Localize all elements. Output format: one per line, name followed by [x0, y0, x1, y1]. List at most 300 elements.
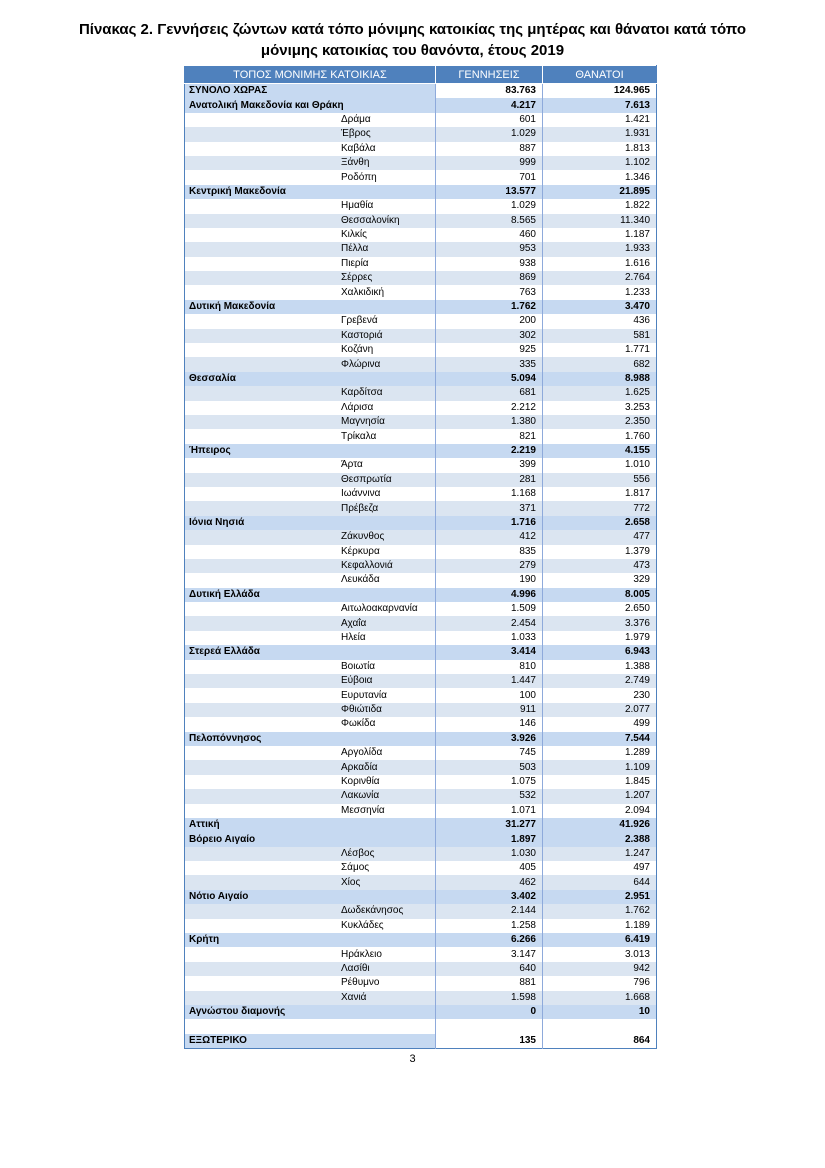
place-name-cell: [185, 789, 436, 803]
place-name-cell: [185, 199, 436, 213]
births-cell: 999: [436, 156, 543, 170]
births-cell: 5.094: [436, 372, 543, 386]
table-row: [185, 401, 657, 415]
place-name: Έβρος: [341, 128, 371, 140]
births-cell: 1.447: [436, 674, 543, 688]
births-cell: 869: [436, 271, 543, 285]
table-row: [185, 545, 657, 559]
place-name-cell: [185, 473, 436, 487]
page-number: 3: [409, 1053, 416, 1065]
table-row: [185, 214, 657, 228]
table-row: [185, 170, 657, 184]
region-row: [185, 890, 657, 904]
place-name: Μεσσηνία: [341, 804, 385, 816]
deaths-cell: 230: [543, 688, 657, 702]
place-name: Ρέθυμνο: [341, 977, 380, 989]
deaths-cell: 1.233: [543, 285, 657, 299]
births-cell: 1.030: [436, 847, 543, 861]
place-name: Γρεβενά: [341, 315, 378, 327]
births-cell: 503: [436, 760, 543, 774]
place-name-cell: [185, 962, 436, 976]
place-name-cell: [185, 487, 436, 501]
region-row: [185, 832, 657, 846]
place-name-cell: [185, 156, 436, 170]
region-row: [185, 185, 657, 199]
place-name: Λευκάδα: [341, 574, 380, 586]
deaths-cell: 1.189: [543, 919, 657, 933]
table-row: [185, 415, 657, 429]
deaths-cell: 1.010: [543, 458, 657, 472]
table-row: [185, 904, 657, 918]
place-name-cell: [185, 357, 436, 371]
place-name-cell: [185, 947, 436, 961]
deaths-cell: 1.102: [543, 156, 657, 170]
place-name: Κέρκυρα: [341, 545, 380, 557]
births-cell: 953: [436, 242, 543, 256]
births-cell: 810: [436, 660, 543, 674]
deaths-cell: 1.813: [543, 142, 657, 156]
births-cell: 4.217: [436, 98, 543, 112]
table-row: [185, 429, 657, 443]
deaths-cell: 1.187: [543, 228, 657, 242]
births-cell: 1.716: [436, 516, 543, 530]
births-cell: 335: [436, 357, 543, 371]
place-name-cell: [185, 559, 436, 573]
deaths-cell: 1.817: [543, 487, 657, 501]
blank-row: [185, 1019, 657, 1033]
table-row: [185, 530, 657, 544]
births-cell: 601: [436, 113, 543, 127]
births-cell: 135: [436, 1034, 543, 1049]
deaths-cell: 3.253: [543, 401, 657, 415]
place-name: Καβάλα: [341, 142, 376, 154]
place-name-cell: [185, 760, 436, 774]
births-cell: 532: [436, 789, 543, 803]
place-name-cell: [185, 804, 436, 818]
header-place: ΤΟΠΟΣ ΜΟΝΙΜΗΣ ΚΑΤΟΙΚΙΑΣ: [185, 66, 436, 84]
deaths-cell: 2.951: [543, 890, 657, 904]
place-name: Λέσβος: [341, 847, 375, 859]
deaths-cell: 772: [543, 501, 657, 515]
region-row: [185, 444, 657, 458]
place-name-cell: [185, 401, 436, 415]
table-row: [185, 573, 657, 587]
region-row: [185, 1005, 657, 1019]
place-name-cell: Ιόνια Νησιά: [185, 516, 436, 530]
deaths-cell: 7.544: [543, 732, 657, 746]
births-cell: 200: [436, 314, 543, 328]
births-cell: 887: [436, 142, 543, 156]
births-cell: 279: [436, 559, 543, 573]
table-row: [185, 473, 657, 487]
births-cell: 460: [436, 228, 543, 242]
deaths-cell: 3.376: [543, 616, 657, 630]
deaths-cell: 1.109: [543, 760, 657, 774]
births-cell: 763: [436, 285, 543, 299]
deaths-cell: 473: [543, 559, 657, 573]
deaths-cell: 942: [543, 962, 657, 976]
place-name: Σέρρες: [341, 272, 373, 284]
place-name-cell: [185, 861, 436, 875]
place-name: Χίος: [341, 876, 361, 888]
births-cell: 681: [436, 386, 543, 400]
total-row: [185, 84, 657, 99]
place-name-cell: [185, 429, 436, 443]
table-row: [185, 991, 657, 1005]
table-row: [185, 976, 657, 990]
births-cell: 281: [436, 473, 543, 487]
deaths-cell: 1.979: [543, 631, 657, 645]
region-row: [185, 732, 657, 746]
deaths-cell: 8.005: [543, 588, 657, 602]
births-cell: [436, 1019, 543, 1033]
deaths-cell: 41.926: [543, 818, 657, 832]
births-cell: 1.762: [436, 300, 543, 314]
table-row: [185, 271, 657, 285]
place-name-cell: [185, 170, 436, 184]
place-name-cell: [185, 1019, 436, 1033]
place-name-cell: [185, 545, 436, 559]
deaths-cell: 1.762: [543, 904, 657, 918]
deaths-cell: 2.077: [543, 703, 657, 717]
place-name-cell: [185, 386, 436, 400]
table-row: [185, 861, 657, 875]
place-name: Αχαΐα: [341, 617, 367, 629]
place-name-cell: [185, 919, 436, 933]
deaths-cell: 499: [543, 717, 657, 731]
place-name-cell: Ανατολική Μακεδονία και Θράκη: [185, 98, 436, 112]
deaths-cell: 1.388: [543, 660, 657, 674]
place-name-cell: [185, 875, 436, 889]
table-row: [185, 228, 657, 242]
place-name: Τρίκαλα: [341, 430, 377, 442]
place-name-cell: [185, 674, 436, 688]
place-name: Πέλλα: [341, 243, 369, 255]
births-cell: 911: [436, 703, 543, 717]
place-name: Αρκαδία: [341, 761, 378, 773]
births-cell: 1.071: [436, 804, 543, 818]
total-row: [185, 1034, 657, 1049]
place-name-cell: [185, 242, 436, 256]
births-cell: 1.168: [436, 487, 543, 501]
place-name-cell: [185, 688, 436, 702]
births-cell: 2.212: [436, 401, 543, 415]
place-name-cell: ΕΞΩΤΕΡΙΚΟ: [185, 1034, 436, 1049]
place-name: Φθιώτιδα: [341, 703, 382, 715]
births-cell: 4.996: [436, 588, 543, 602]
table-row: [185, 760, 657, 774]
deaths-cell: 1.207: [543, 789, 657, 803]
place-name-cell: [185, 343, 436, 357]
place-name-cell: [185, 717, 436, 731]
births-cell: 701: [436, 170, 543, 184]
births-cell: 3.414: [436, 645, 543, 659]
table-row: [185, 775, 657, 789]
births-cell: 640: [436, 962, 543, 976]
deaths-cell: 497: [543, 861, 657, 875]
place-name: Κυκλάδες: [341, 919, 384, 931]
births-cell: 3.402: [436, 890, 543, 904]
deaths-cell: 1.421: [543, 113, 657, 127]
births-cell: 1.029: [436, 199, 543, 213]
place-name-cell: Δυτική Μακεδονία: [185, 300, 436, 314]
place-name: Χαλκιδική: [341, 286, 385, 298]
place-name: Θεσπρωτία: [341, 473, 392, 485]
deaths-cell: 21.895: [543, 185, 657, 199]
place-name-cell: [185, 271, 436, 285]
region-row: [185, 588, 657, 602]
place-name-cell: Κρήτη: [185, 933, 436, 947]
births-cell: 462: [436, 875, 543, 889]
deaths-cell: 1.616: [543, 257, 657, 271]
table-row: [185, 199, 657, 213]
place-name-cell: [185, 257, 436, 271]
births-cell: 1.598: [436, 991, 543, 1005]
deaths-cell: 2.658: [543, 516, 657, 530]
place-name-cell: ΣΥΝΟΛΟ ΧΩΡΑΣ: [185, 84, 436, 99]
table-row: [185, 746, 657, 760]
place-name: Σάμος: [341, 862, 370, 874]
deaths-cell: 1.931: [543, 127, 657, 141]
births-cell: 1.029: [436, 127, 543, 141]
place-name: Ζάκυνθος: [341, 531, 385, 543]
place-name-cell: [185, 976, 436, 990]
deaths-cell: 1.771: [543, 343, 657, 357]
births-cell: 13.577: [436, 185, 543, 199]
deaths-cell: 2.764: [543, 271, 657, 285]
place-name: Κεφαλλονιά: [341, 560, 393, 572]
births-cell: 821: [436, 429, 543, 443]
place-name-cell: [185, 904, 436, 918]
births-cell: 371: [436, 501, 543, 515]
table-row: [185, 616, 657, 630]
deaths-cell: 6.419: [543, 933, 657, 947]
deaths-cell: 2.094: [543, 804, 657, 818]
deaths-cell: 477: [543, 530, 657, 544]
deaths-cell: 1.346: [543, 170, 657, 184]
deaths-cell: 8.988: [543, 372, 657, 386]
table-row: [185, 847, 657, 861]
births-cell: 146: [436, 717, 543, 731]
deaths-cell: 1.845: [543, 775, 657, 789]
deaths-cell: 644: [543, 875, 657, 889]
table-row: [185, 602, 657, 616]
place-name: Κιλκίς: [341, 229, 367, 241]
births-cell: 925: [436, 343, 543, 357]
place-name-cell: Ήπειρος: [185, 444, 436, 458]
deaths-cell: 864: [543, 1034, 657, 1049]
deaths-cell: 796: [543, 976, 657, 990]
region-row: [185, 98, 657, 112]
region-row: [185, 645, 657, 659]
place-name-cell: [185, 631, 436, 645]
place-name: Δράμα: [341, 113, 371, 125]
place-name-cell: [185, 458, 436, 472]
deaths-cell: 4.155: [543, 444, 657, 458]
deaths-cell: 2.749: [543, 674, 657, 688]
place-name-cell: [185, 285, 436, 299]
table-title: Πίνακας 2. Γεννήσεις ζώντων κατά τόπο μόνιμης κατοικίας της μητέρας και θάνατοι κατά τόπο μόνιμης κατοικίας του θανόντα, έτους 2019: [78, 21, 747, 59]
deaths-cell: 1.668: [543, 991, 657, 1005]
deaths-cell: 1.247: [543, 847, 657, 861]
place-name-cell: [185, 991, 436, 1005]
deaths-cell: 6.943: [543, 645, 657, 659]
deaths-cell: 1.822: [543, 199, 657, 213]
place-name-cell: [185, 746, 436, 760]
region-row: [185, 300, 657, 314]
place-name-cell: [185, 573, 436, 587]
table-row: [185, 458, 657, 472]
births-cell: 0: [436, 1005, 543, 1019]
table-row: [185, 343, 657, 357]
place-name: Εύβοια: [341, 675, 373, 687]
region-row: [185, 818, 657, 832]
deaths-cell: 2.388: [543, 832, 657, 846]
place-name: Ευρυτανία: [341, 689, 387, 701]
place-name-cell: [185, 329, 436, 343]
place-name-cell: Πελοπόννησος: [185, 732, 436, 746]
table-row: [185, 947, 657, 961]
deaths-cell: 11.340: [543, 214, 657, 228]
births-cell: 3.926: [436, 732, 543, 746]
deaths-cell: 2.650: [543, 602, 657, 616]
place-name: Κοζάνη: [341, 344, 374, 356]
births-cell: 31.277: [436, 818, 543, 832]
table-header-row: [185, 66, 657, 84]
births-cell: 405: [436, 861, 543, 875]
deaths-cell: 682: [543, 357, 657, 371]
table-row: [185, 156, 657, 170]
place-name-cell: Αγνώστου διαμονής: [185, 1005, 436, 1019]
births-cell: 1.897: [436, 832, 543, 846]
table-row: [185, 789, 657, 803]
place-name-cell: [185, 703, 436, 717]
table-row: [185, 487, 657, 501]
births-cell: 1.075: [436, 775, 543, 789]
births-cell: 412: [436, 530, 543, 544]
deaths-cell: 1.379: [543, 545, 657, 559]
place-name-cell: Δυτική Ελλάδα: [185, 588, 436, 602]
deaths-cell: [543, 1019, 657, 1033]
table-row: [185, 631, 657, 645]
place-name-cell: Στερεά Ελλάδα: [185, 645, 436, 659]
place-name-cell: [185, 501, 436, 515]
place-name: Φλώρινα: [341, 358, 381, 370]
births-cell: 1.033: [436, 631, 543, 645]
place-name: Λάρισα: [341, 401, 374, 413]
table-row: [185, 329, 657, 343]
place-name-cell: [185, 660, 436, 674]
table-row: [185, 660, 657, 674]
place-name-cell: Νότιο Αιγαίο: [185, 890, 436, 904]
place-name: Χανιά: [341, 991, 367, 1003]
place-name-cell: Κεντρική Μακεδονία: [185, 185, 436, 199]
place-name-cell: [185, 775, 436, 789]
births-cell: 2.144: [436, 904, 543, 918]
table-row: [185, 314, 657, 328]
region-row: [185, 372, 657, 386]
place-name-cell: Βόρειο Αιγαίο: [185, 832, 436, 846]
table-row: [185, 804, 657, 818]
deaths-cell: 436: [543, 314, 657, 328]
table-row: [185, 113, 657, 127]
deaths-cell: 3.013: [543, 947, 657, 961]
deaths-cell: 1.289: [543, 746, 657, 760]
deaths-cell: 124.965: [543, 84, 657, 99]
table-row: [185, 386, 657, 400]
births-cell: 745: [436, 746, 543, 760]
table-body: [185, 84, 657, 1049]
place-name-cell: [185, 142, 436, 156]
births-cell: 835: [436, 545, 543, 559]
deaths-cell: 1.760: [543, 429, 657, 443]
births-cell: 1.380: [436, 415, 543, 429]
place-name-cell: [185, 616, 436, 630]
place-name: Πιερία: [341, 257, 369, 269]
births-cell: 83.763: [436, 84, 543, 99]
births-cell: 302: [436, 329, 543, 343]
table-row: [185, 357, 657, 371]
table-row: [185, 257, 657, 271]
births-cell: 881: [436, 976, 543, 990]
place-name: Αιτωλοακαρνανία: [341, 603, 418, 615]
data-table-container: [184, 65, 656, 1049]
births-cell: 2.454: [436, 616, 543, 630]
table-row: [185, 962, 657, 976]
births-cell: 938: [436, 257, 543, 271]
place-name: Ηλεία: [341, 632, 366, 644]
deaths-cell: 10: [543, 1005, 657, 1019]
births-cell: 2.219: [436, 444, 543, 458]
place-name: Μαγνησία: [341, 416, 385, 428]
place-name-cell: [185, 314, 436, 328]
table-row: [185, 674, 657, 688]
deaths-cell: 7.613: [543, 98, 657, 112]
place-name-cell: Θεσσαλία: [185, 372, 436, 386]
table-row: [185, 559, 657, 573]
header-deaths: ΘΑΝΑΤΟΙ: [543, 66, 657, 84]
place-name: Ροδόπη: [341, 171, 377, 183]
table-row: [185, 142, 657, 156]
table-row: [185, 717, 657, 731]
place-name: Καστοριά: [341, 329, 383, 341]
births-cell: 1.509: [436, 602, 543, 616]
deaths-cell: 3.470: [543, 300, 657, 314]
births-cell: 399: [436, 458, 543, 472]
region-row: [185, 933, 657, 947]
place-name: Κορινθία: [341, 775, 380, 787]
place-name-cell: [185, 228, 436, 242]
place-name-cell: [185, 602, 436, 616]
births-deaths-table: [184, 65, 657, 1049]
table-row: [185, 501, 657, 515]
place-name: Φωκίδα: [341, 718, 376, 730]
place-name: Δωδεκάνησος: [341, 905, 404, 917]
header-births: ΓΕΝΝΗΣΕΙΣ: [436, 66, 543, 84]
table-row: [185, 919, 657, 933]
deaths-cell: 556: [543, 473, 657, 487]
place-name: Αργολίδα: [341, 747, 383, 759]
births-cell: 6.266: [436, 933, 543, 947]
births-cell: 190: [436, 573, 543, 587]
place-name-cell: [185, 415, 436, 429]
table-row: [185, 127, 657, 141]
deaths-cell: 1.625: [543, 386, 657, 400]
place-name: Θεσσαλονίκη: [341, 214, 400, 226]
deaths-cell: 329: [543, 573, 657, 587]
place-name-cell: [185, 214, 436, 228]
place-name-cell: [185, 127, 436, 141]
